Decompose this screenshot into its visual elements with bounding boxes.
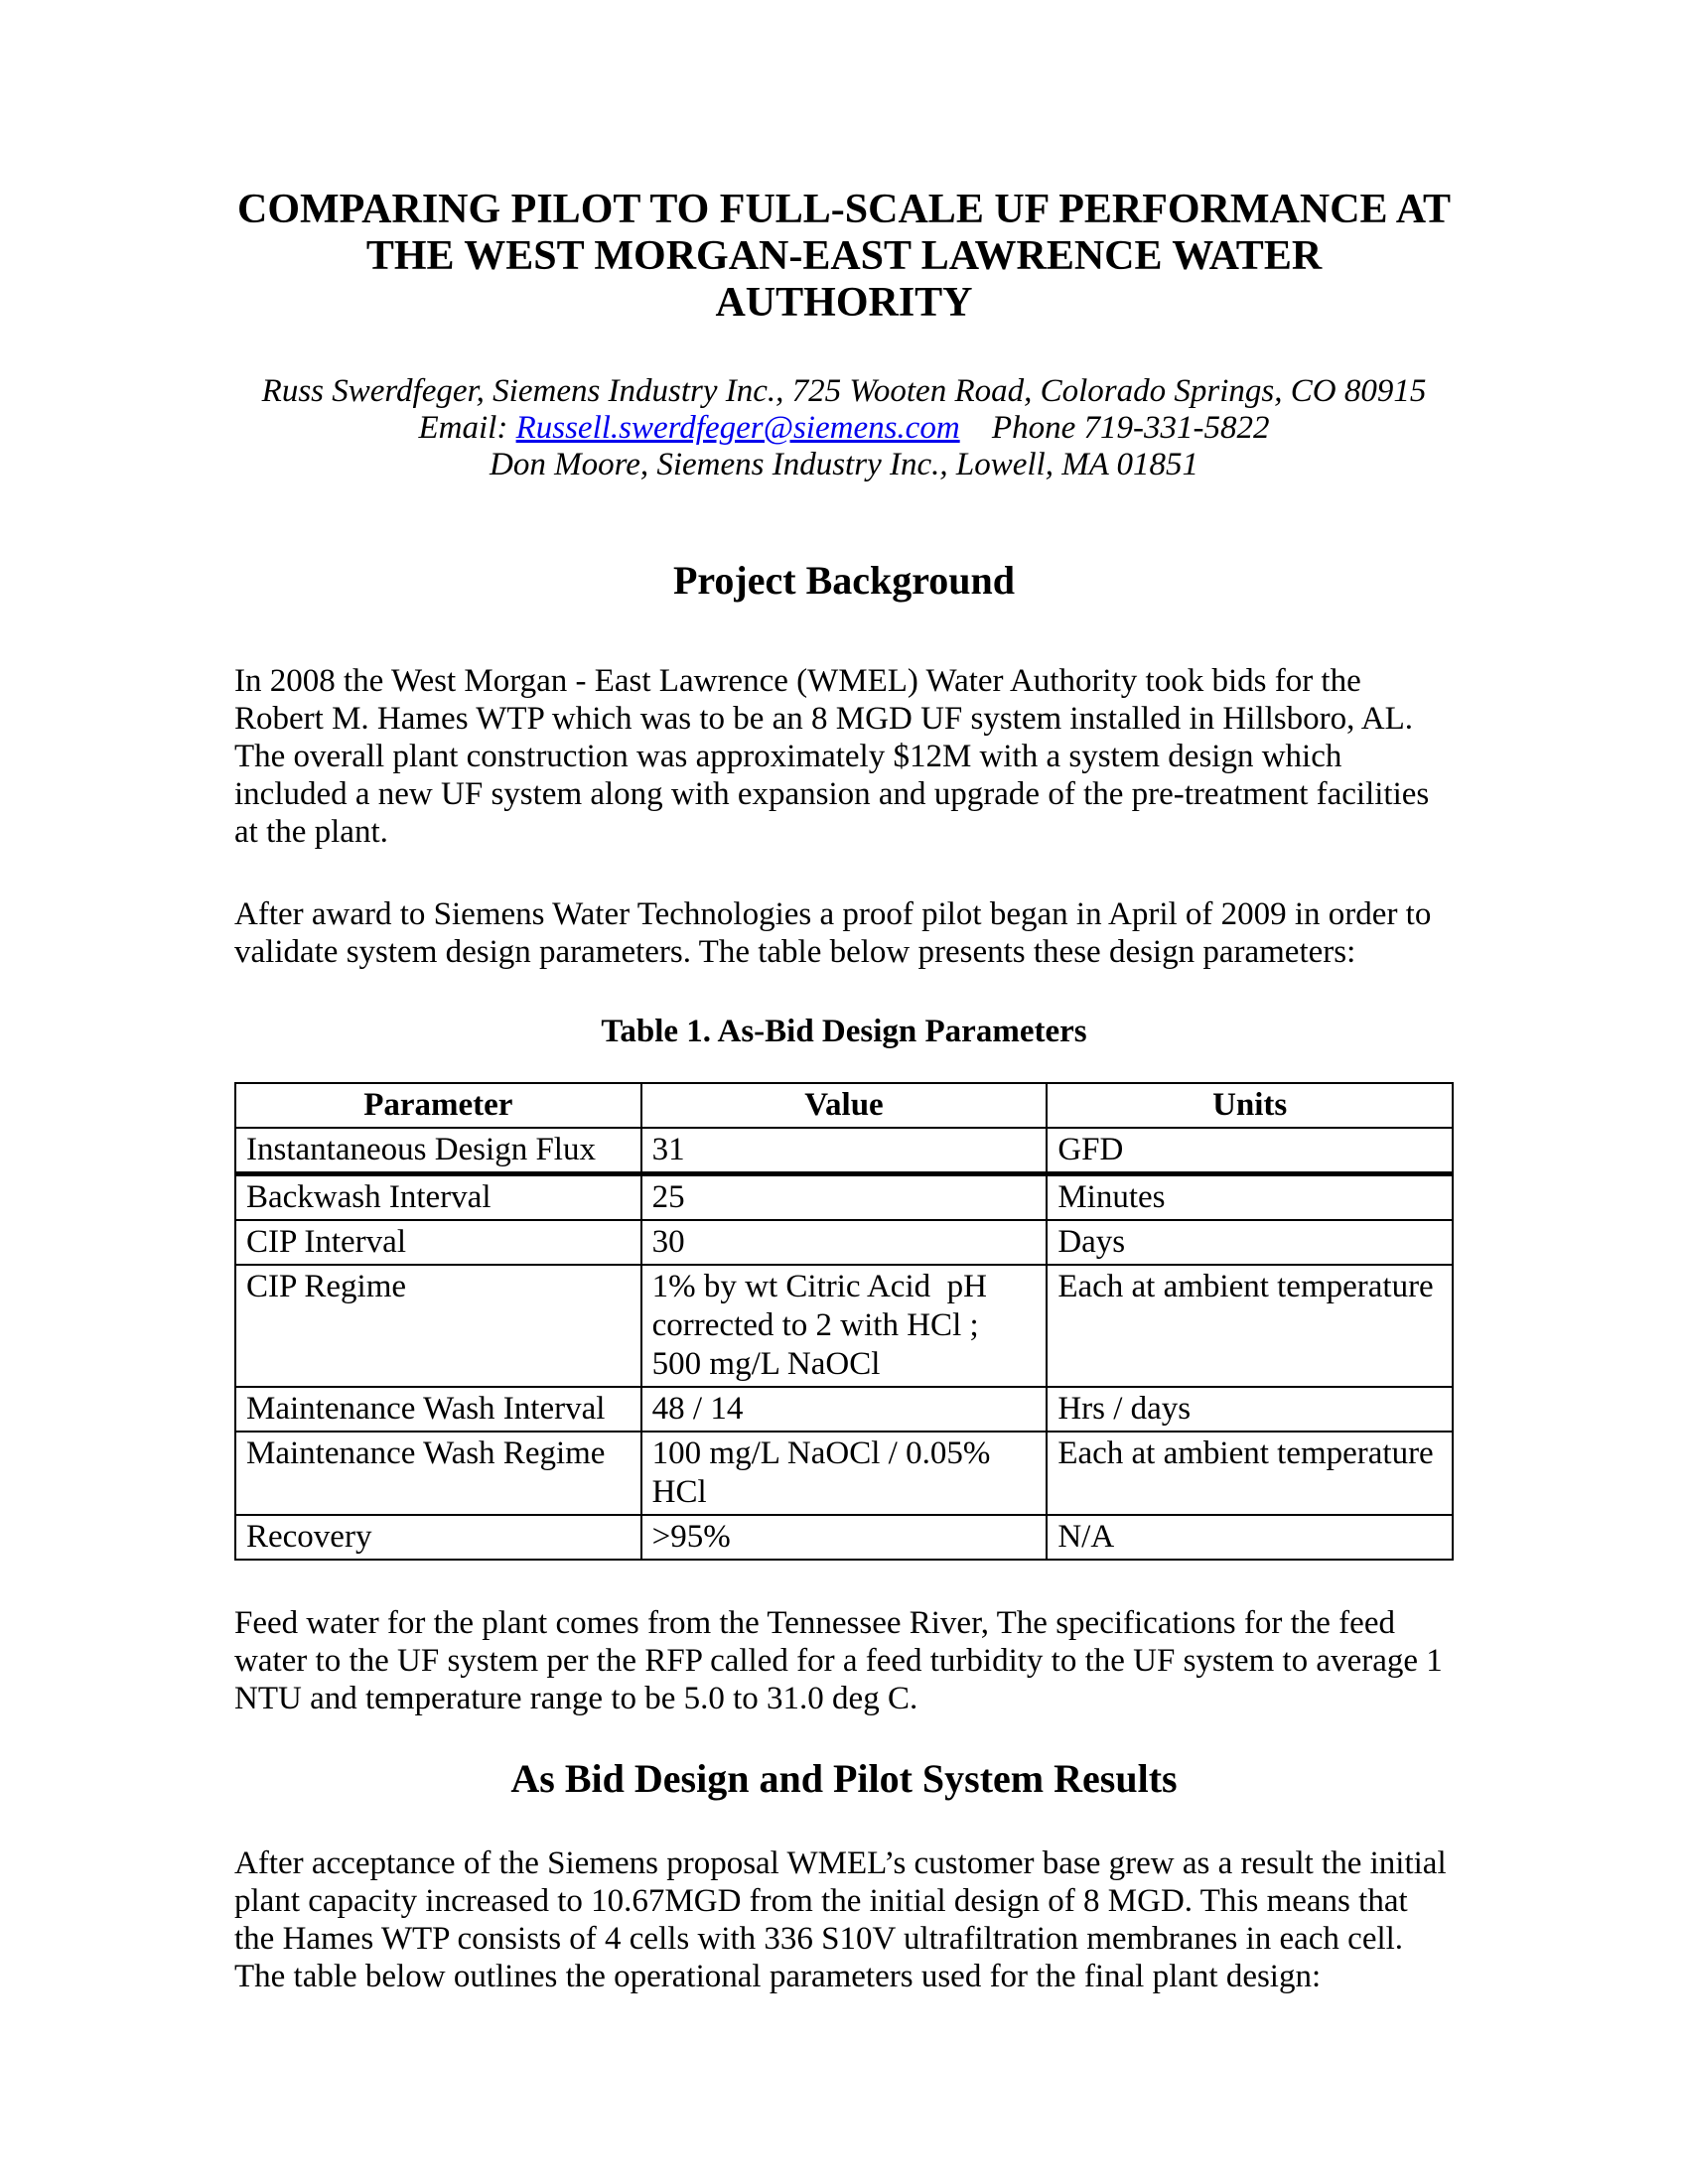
table-cell: Backwash Interval — [235, 1174, 641, 1221]
table-cell: Maintenance Wash Regime — [235, 1432, 641, 1515]
table-cell: Maintenance Wash Interval — [235, 1387, 641, 1432]
table-cell: GFD — [1047, 1128, 1453, 1174]
section-heading-results: As Bid Design and Pilot System Results — [510, 1756, 1178, 1801]
table-header-row — [235, 1083, 1453, 1128]
table-row — [235, 1432, 1453, 1515]
paragraph-feed-water: Feed water for the plant comes from the Tennessee River, The specifications for the feed water to the UF system per the RFP called for a feed turbidity to the UF system to average 1 NTU and temperature range to be 5.0 to 31.0 deg C. — [234, 1605, 1443, 1716]
table-cell: CIP Interval — [235, 1220, 641, 1265]
table-cell: >95% — [641, 1515, 1048, 1560]
table-cell: 25 — [641, 1174, 1048, 1221]
column-header-value: Value — [641, 1083, 1048, 1128]
email-label: Email: — [418, 410, 508, 446]
phone-number: Phone 719-331-5822 — [991, 410, 1270, 446]
table-row — [235, 1387, 1453, 1432]
table-row — [235, 1220, 1453, 1265]
table-cell: Hrs / days — [1047, 1387, 1453, 1432]
table-row — [235, 1128, 1453, 1174]
author-block — [234, 373, 1454, 483]
table-row — [235, 1265, 1453, 1387]
table-cell: 100 mg/L NaOCl / 0.05% HCl — [641, 1432, 1048, 1515]
table-cell: N/A — [1047, 1515, 1453, 1560]
table-cell: CIP Regime — [235, 1265, 641, 1387]
table-cell: Instantaneous Design Flux — [235, 1128, 641, 1174]
title-line-1: COMPARING PILOT TO FULL-SCALE UF PERFORMANCE AT — [237, 187, 1451, 232]
table-cell: Each at ambient temperature — [1047, 1265, 1453, 1387]
paragraph-results: After acceptance of the Siemens proposal WMEL’s customer base grew as a result the initial plant capacity increased to 10.67MGD from the initial design of 8 MGD. This means that the Hames WTP consists of 4 cells with 336 S10V ultrafiltration membranes in each cell. The table below outlines the operational parameters used for the final plant design: — [234, 1845, 1447, 1994]
table1-caption: Table 1. As-Bid Design Parameters — [601, 1014, 1087, 1049]
table-cell: 30 — [641, 1220, 1048, 1265]
table-cell: 31 — [641, 1128, 1048, 1174]
section-heading-project-background: Project Background — [672, 558, 1016, 603]
document-title — [234, 187, 1454, 327]
column-header-parameter: Parameter — [235, 1083, 641, 1128]
table-cell: Recovery — [235, 1515, 641, 1560]
author-line-1: Russ Swerdfeger, Siemens Industry Inc., 725 Wooten Road, Colorado Springs, CO 80915 — [261, 373, 1427, 409]
table-cell: Days — [1047, 1220, 1453, 1265]
email-link[interactable]: Russell.swerdfeger@siemens.com — [515, 410, 960, 446]
column-header-units: Units — [1047, 1083, 1453, 1128]
title-line-2: THE WEST MORGAN-EAST LAWRENCE WATER AUTHORITY — [365, 233, 1323, 326]
contact-line — [234, 410, 1454, 447]
paragraph-project-background-2: After award to Siemens Water Technologies a proof pilot began in April of 2009 in order to validate system design parameters. The table below presents these design parameters: — [234, 896, 1432, 970]
as-bid-design-parameters-table — [234, 1082, 1454, 1561]
table-cell: Each at ambient temperature — [1047, 1432, 1453, 1515]
table-cell: Minutes — [1047, 1174, 1453, 1221]
table-row — [235, 1515, 1453, 1560]
paragraph-project-background-1: In 2008 the West Morgan - East Lawrence (WMEL) Water Authority took bids for the Robert M. Hames WTP which was to be an 8 MGD UF system installed in Hillsboro, AL. The overall plant construction was approximately $12M with a system design which included a new UF system along with expansion and upgrade of the pre-treatment facilities at the plant. — [234, 663, 1430, 850]
author-line-2: Don Moore, Siemens Industry Inc., Lowell, MA 01851 — [490, 447, 1198, 482]
table-cell: 1% by wt Citric Acid pH corrected to 2 with HCl ; 500 mg/L NaOCl — [641, 1265, 1048, 1387]
table-row — [235, 1174, 1453, 1221]
table-cell: 48 / 14 — [641, 1387, 1048, 1432]
